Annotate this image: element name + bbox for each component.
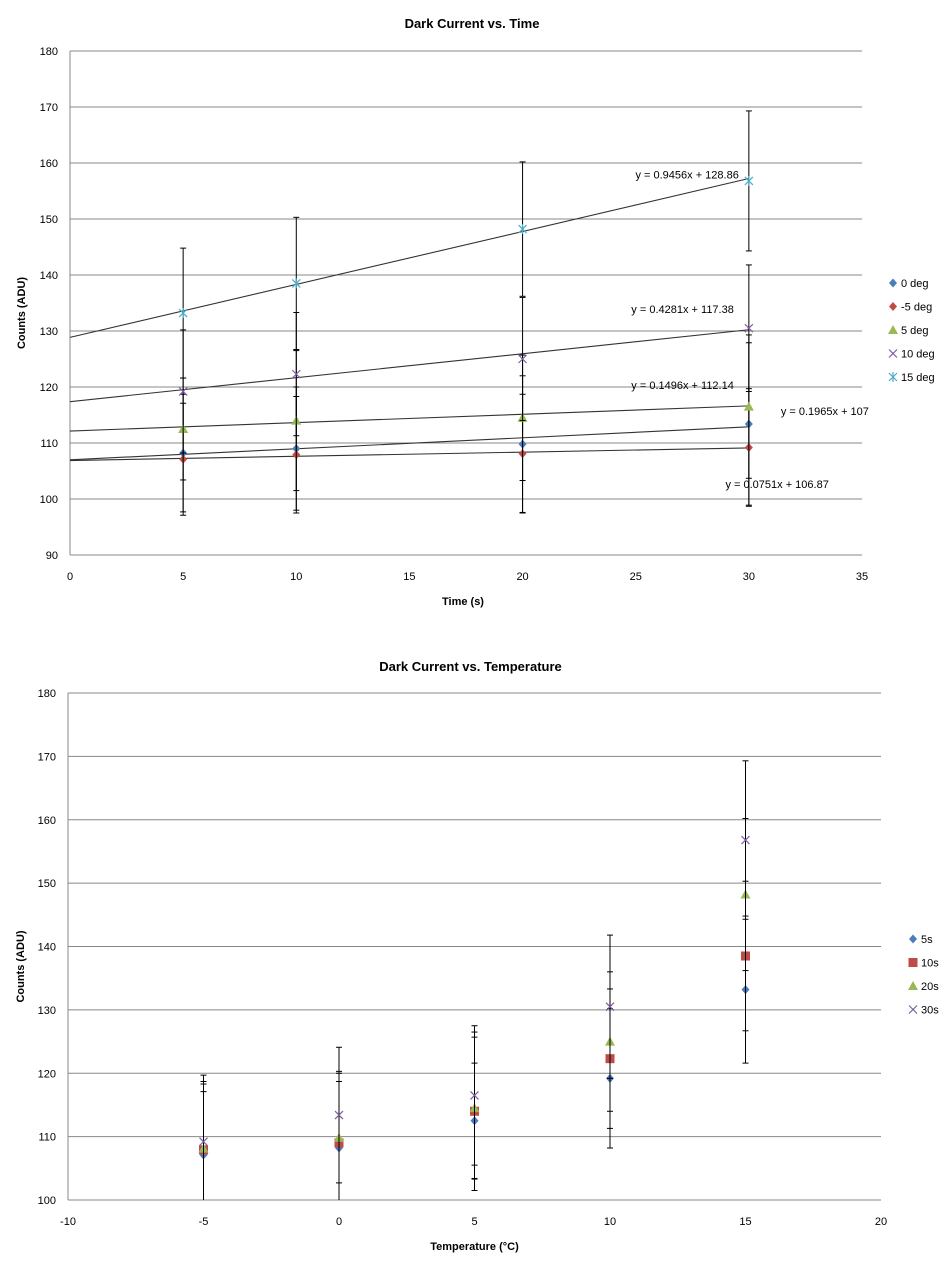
legend-marker-10s: [909, 958, 918, 967]
legend-label-15-deg: 15 deg: [901, 372, 935, 384]
x-tick-label-35: 35: [855, 571, 869, 583]
y-tick-label-110: 110: [38, 1131, 56, 1144]
x-tick-label-10: -10: [60, 1216, 76, 1228]
data-point-15-deg-2: [519, 224, 527, 234]
legend-label-20s: 20s: [921, 981, 939, 993]
y-tick-label-120: 120: [39, 382, 58, 394]
legend-label-5-deg: 5 deg: [901, 325, 929, 337]
y-tick-label-160: 160: [39, 158, 58, 170]
x-tick-label-20: 20: [874, 1216, 888, 1228]
x-tick-label-15: 15: [739, 1216, 752, 1228]
y-tick-label-110: 110: [40, 438, 58, 450]
x-tick-label-5: 5: [471, 1216, 478, 1228]
x-tick-label-10: 10: [603, 1216, 617, 1228]
chart-temperature-title: Dark Current vs. Temperature: [379, 659, 562, 674]
y-tick-label-100: 100: [39, 494, 58, 506]
series-0-deg: [179, 343, 753, 513]
y-tick-label-180: 180: [37, 688, 56, 700]
trendline-equation-0-deg: y = 0.1965x + 107: [780, 405, 869, 418]
legend-label-10-deg: 10 deg: [901, 348, 935, 361]
legend-label-30s: 30s: [921, 1004, 939, 1017]
legend-marker-20s: [908, 981, 918, 990]
chart-time-legend: [888, 278, 935, 384]
x-tick-label-15: 15: [403, 571, 416, 583]
x-tick-label-30: 30: [742, 571, 755, 583]
y-tick-label-170: 170: [39, 102, 58, 114]
y-tick-label-150: 150: [39, 214, 58, 226]
trendline-equation-15-deg: y = 0.9456x + 128.86: [635, 169, 739, 182]
legend-marker-0-deg: [889, 279, 897, 288]
chart-time-x-axis-title: Time (s): [442, 596, 484, 608]
legend-marker-10-deg: [889, 350, 897, 358]
y-tick-label-90: 90: [45, 550, 58, 562]
y-tick-label-180: 180: [39, 46, 58, 58]
legend-marker-5-deg: [889, 302, 897, 311]
y-tick-label-130: 130: [37, 1004, 56, 1017]
trendline-equation-5-deg: y = 0.1496x + 112.14: [631, 379, 734, 392]
chart-dark-current-vs-temperature: [0, 640, 945, 1268]
legend-marker-30s: [909, 1006, 917, 1014]
legend-marker-5s: [909, 935, 917, 944]
y-tick-label-140: 140: [39, 270, 58, 282]
chart-time-title: Dark Current vs. Time: [404, 16, 540, 31]
x-tick-label-5: -5: [198, 1216, 209, 1228]
legend-label-5-deg: -5 deg: [901, 301, 933, 314]
legend-marker-15-deg: [889, 372, 897, 382]
chart-time-y-axis-title: Counts (ADU): [16, 276, 28, 350]
trendline-equation-5-deg: y = 0.0751x + 106.87: [725, 478, 829, 491]
x-tick-label-0: 0: [335, 1216, 343, 1228]
series-5-deg: [178, 335, 754, 491]
x-tick-label-5: 5: [180, 571, 187, 583]
legend-label-0-deg: 0 deg: [901, 278, 929, 290]
x-tick-label-25: 25: [629, 571, 642, 583]
chart-time-trendlines: [70, 179, 749, 461]
chart-temperature-y-axis-title: Counts (ADU): [15, 930, 27, 1003]
chart-temperature-svg: [0, 640, 945, 1268]
y-tick-label-150: 150: [37, 878, 56, 891]
legend-marker-5-deg: [888, 325, 898, 334]
y-tick-label-120: 120: [37, 1068, 56, 1081]
trendline-equation-10-deg: y = 0.4281x + 117.38: [631, 303, 734, 316]
chart-time-svg: [0, 0, 945, 630]
chart-temperature-x-axis-title: Temperature (°C): [430, 1241, 519, 1253]
series-5-deg: [179, 389, 753, 516]
chart-temperature-legend: [908, 934, 939, 1017]
y-tick-label-160: 160: [37, 814, 56, 827]
x-tick-label-0: 0: [66, 571, 74, 583]
y-tick-label-170: 170: [37, 751, 56, 764]
x-tick-label-20: 20: [516, 571, 529, 583]
y-tick-label-140: 140: [37, 941, 56, 954]
data-point-15-deg-3: [745, 176, 753, 186]
legend-label-5s: 5s: [921, 934, 933, 946]
legend-label-10s: 10s: [921, 957, 939, 970]
series-30s: [200, 761, 750, 1200]
error-bar-30s-0: [201, 1075, 207, 1200]
trendline-5-deg: [70, 406, 749, 431]
y-tick-label-100: 100: [37, 1195, 56, 1207]
chart-dark-current-vs-time: [0, 0, 945, 630]
series-10-deg: [179, 265, 753, 453]
data-point-15-deg-0: [179, 308, 187, 318]
x-tick-label-10: 10: [290, 571, 303, 583]
y-tick-label-130: 130: [39, 326, 58, 338]
trendline-5-deg: [70, 448, 749, 461]
